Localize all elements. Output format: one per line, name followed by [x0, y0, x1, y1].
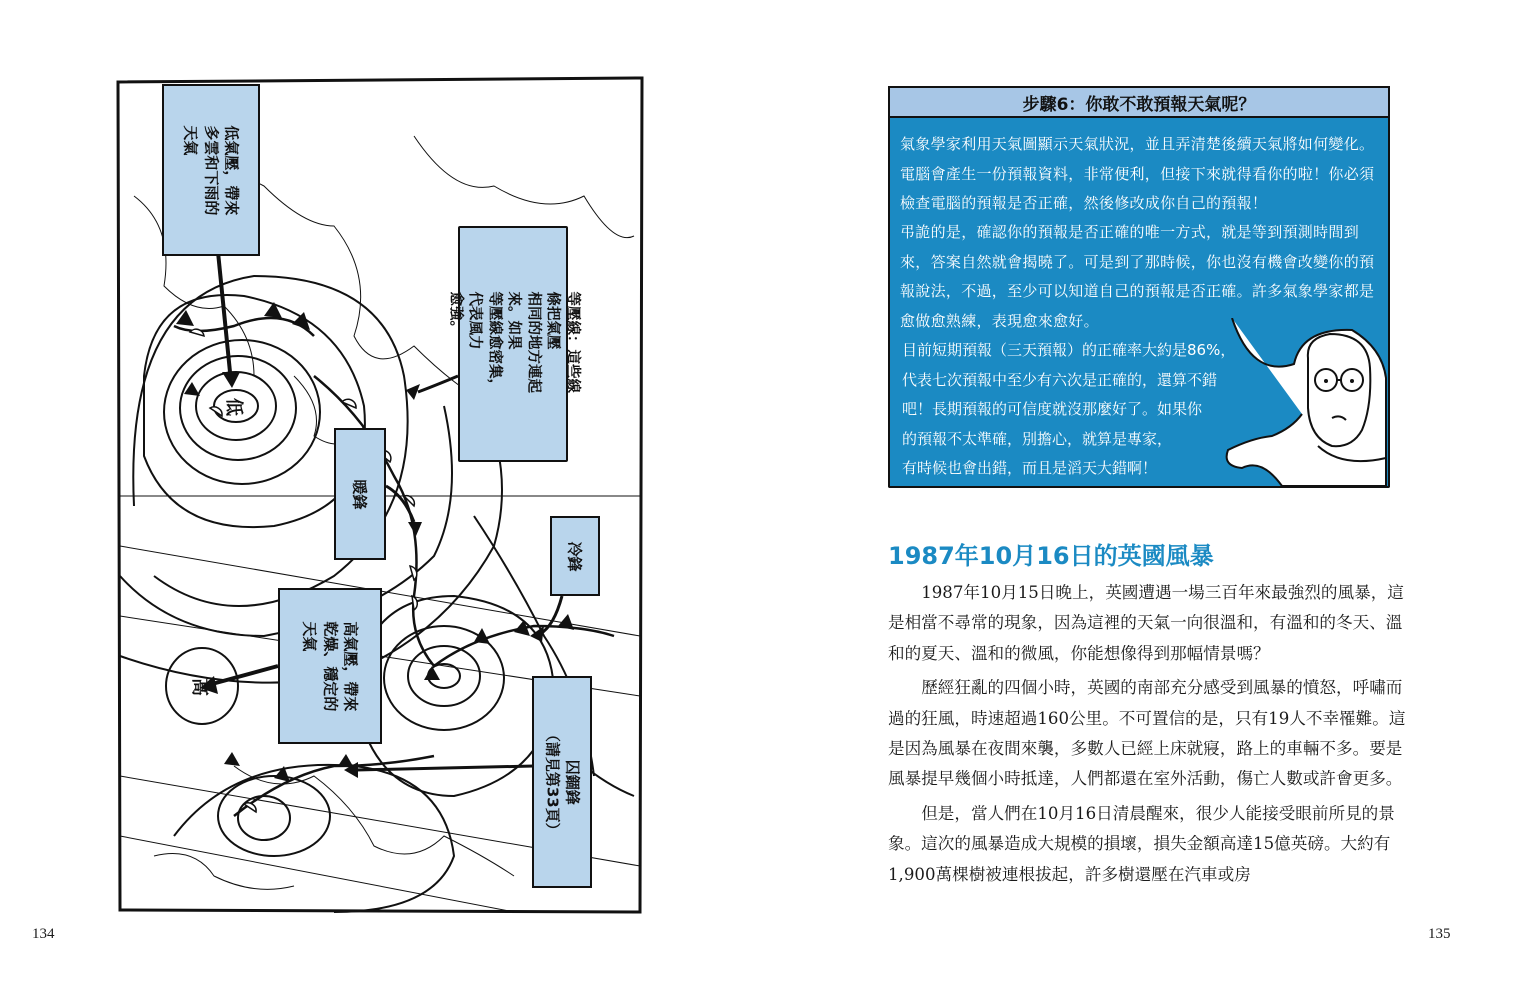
article-paragraph-3: 但是，當人們在10月16日清晨醒來，很少人能接受眼前所見的景象。這次的風暴造成大規模的損壞，損失金額高達15億英磅。大約有1,900萬棵樹被連根拔起，許多樹還壓在汽車或房	[888, 803, 1395, 884]
high-pressure-callout	[278, 588, 382, 744]
step-bottom-line-1: 目前短期預報（三天預報）的正確率大約是86%，	[902, 341, 1236, 359]
article-paragraph-1: 1987年10月15日晚上，英國遭遇一場三百年來最強烈的風暴，這是相當不尋常的現象，因為這裡的天氣一向很溫和，有溫和的冬天、溫和的夏天、溫和的微風，你能想像得到那幅情景嗎？	[888, 583, 1404, 663]
isobar-text: 等壓線：這些線條把氣壓 相同的地方連起來。如果 等壓線愈密集，代表風力 愈強。	[447, 291, 581, 393]
weather-map	[114, 76, 646, 916]
article-body	[888, 578, 1410, 894]
step-paragraph-1: 氣象學家利用天氣圖顯示天氣狀況，並且弄清楚後續天氣將如何變化。電腦會產生一份預報資料，非常便利，但接下來就得看你的啦！你必須檢查電腦的預報是否正確，然後修改成你自己的預報！	[900, 135, 1375, 212]
warm-front-text: 暖鋒	[350, 478, 369, 510]
low-symbol: 低	[223, 398, 244, 416]
occluded-front-callout	[532, 676, 592, 888]
high-symbol: 高	[189, 678, 210, 696]
step-paragraph-2: 弔詭的是，確認你的預報是否正確的唯一方式，就是等到預測時間到來，答案自然就會揭曉了。可是到了那時候，你也沒有機會改變你的預報說法，不過，至少可以知道自己的預報是否正確。許多氣象學家都是愈做愈熟練，表現愈來愈好。	[900, 223, 1375, 330]
step-bottom-line-3: 吧！長期預報的可信度就沒那麼好了。如果你	[902, 400, 1203, 418]
warm-front-callout	[334, 428, 386, 560]
occluded-front-text: 囚錮鋒 （請見第33頁）	[543, 726, 582, 838]
low-pressure-callout	[162, 84, 260, 256]
article-paragraph-2: 歷經狂亂的四個小時，英國的南部充分感受到風暴的憤怒，呼嘯而過的狂風，時速超過160公里。不可置信的是，只有19人不幸罹難。這是因為風暴在夜間來襲，多數人已經上床就寢，路上的車輛不多。要是風暴提早幾個小時抵達，人們都還在室外活動，傷亡人數或許會更多。	[888, 678, 1406, 789]
step-bottom-line-5: 有時候也會出錯，而且是滔天大錯啊！	[902, 459, 1158, 477]
high-pressure-text: 高氣壓，帶來 乾燥、穩定的 天氣	[300, 620, 360, 712]
article-title: 1987年10月16日的英國風暴	[888, 542, 1214, 570]
cold-front-text: 冷鋒	[565, 540, 584, 572]
step-bottom-line-2: 代表七次預報中至少有六次是正確的，還算不錯	[902, 370, 1218, 389]
low-pressure-text: 低氣壓，帶來 多雲和下雨的 天氣	[181, 124, 241, 216]
page-number-right: 135	[1428, 926, 1451, 942]
meteorologist-illustration	[1222, 318, 1388, 486]
cold-front-callout	[550, 516, 600, 596]
page-number-left: 134	[32, 926, 55, 942]
step-box-header: 步驟6：你敢不敢預報天氣呢？	[888, 86, 1390, 118]
step-bottom-line-4: 的預報不太準確，別擔心，就算是專家，	[902, 429, 1173, 448]
isobar-callout	[447, 226, 581, 462]
